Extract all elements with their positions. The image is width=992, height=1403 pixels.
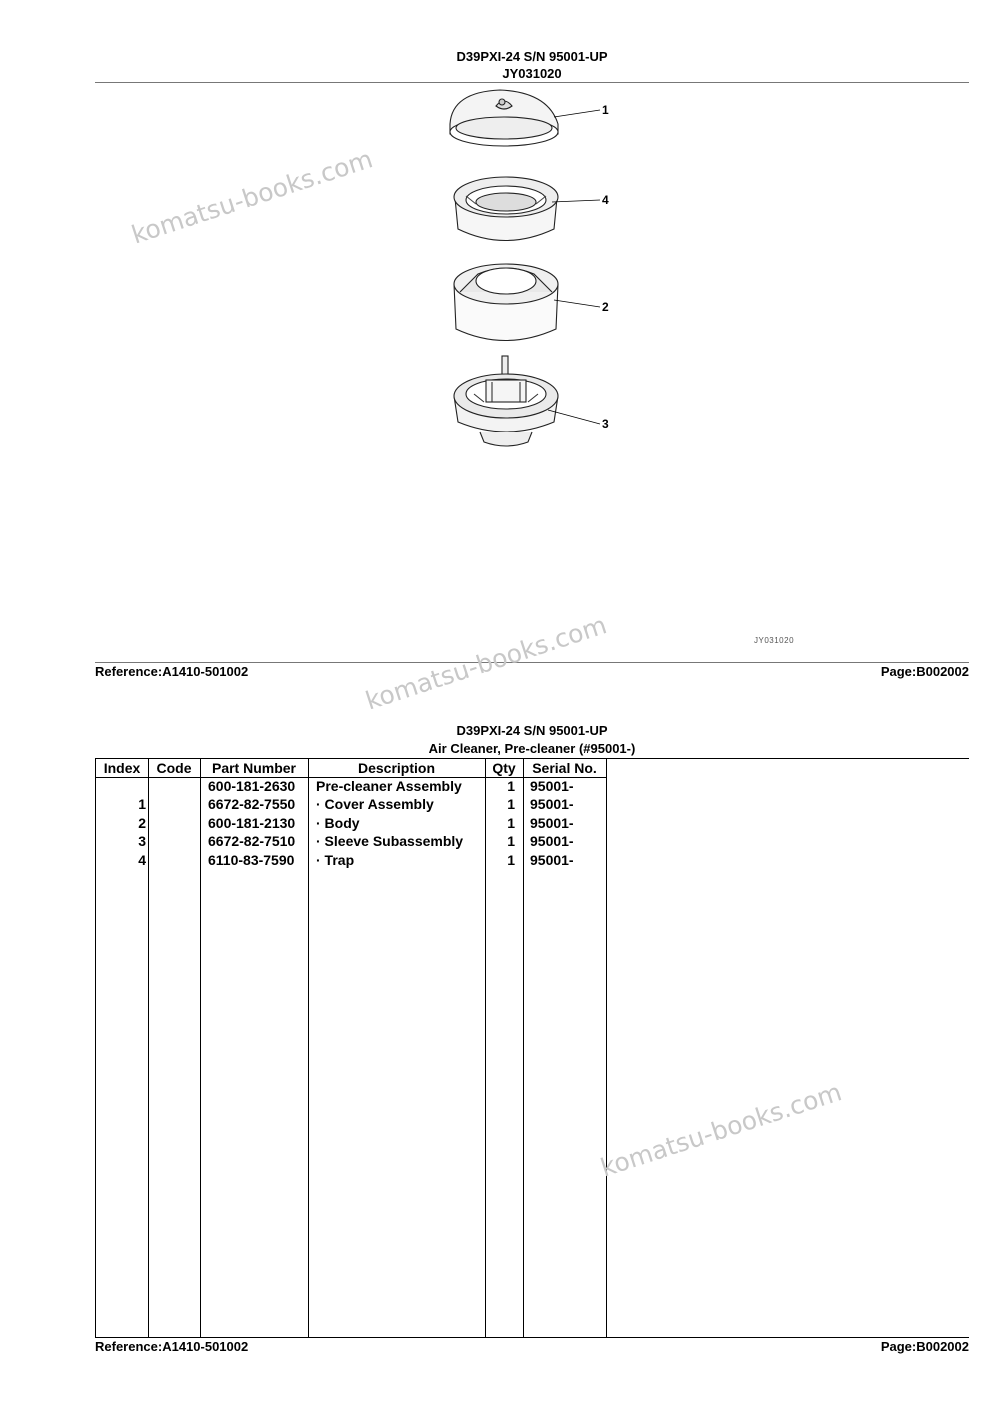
- callout-1: 1: [602, 103, 609, 117]
- footer-rule-bottom: [95, 1337, 969, 1338]
- cell-part-number: 6110-83-7590: [208, 852, 295, 868]
- cell-description: Pre-cleaner Assembly: [316, 778, 462, 794]
- figure-code: JY031020: [502, 66, 562, 81]
- col-header-part-number: Part Number: [211, 760, 297, 776]
- figure-stamp: JY031020: [754, 636, 795, 645]
- col-header-code: Code: [156, 760, 192, 776]
- cell-description: · Trap: [316, 852, 355, 868]
- cell-part-number: 6672-82-7550: [208, 796, 296, 812]
- cell-part-number: 600-181-2130: [208, 815, 296, 831]
- col-header-index: Index: [103, 760, 141, 776]
- cell-serial: 95001-: [530, 815, 574, 831]
- col-header-serial: Serial No.: [532, 760, 597, 776]
- cell-description: · Sleeve Subassembly: [316, 833, 464, 849]
- callout-2: 2: [602, 300, 609, 314]
- cover-assembly-part: [450, 90, 558, 146]
- table-row: [96, 777, 607, 795]
- watermark: komatsu-books.com: [362, 610, 611, 716]
- callout-3: 3: [602, 417, 609, 431]
- cell-qty: 1: [507, 796, 515, 812]
- reference-label: Reference:A1410-501002: [95, 1339, 249, 1354]
- callout-4: 4: [602, 193, 609, 207]
- table-row: [96, 851, 607, 869]
- body-part: [454, 264, 558, 341]
- cell-part-number: 600-181-2630: [208, 778, 296, 794]
- cell-qty: 1: [507, 815, 515, 831]
- cell-description: · Body: [316, 815, 360, 831]
- parts-table: [95, 759, 607, 1337]
- table-row: [96, 832, 607, 850]
- cell-index: 2: [138, 815, 146, 831]
- cell-description: · Cover Assembly: [316, 796, 434, 812]
- table-row: [96, 795, 607, 813]
- header-rule: [95, 82, 969, 83]
- parts-list-title: D39PXI-24 S/N 95001-UP: [456, 723, 608, 738]
- cell-serial: 95001-: [530, 796, 574, 812]
- cell-qty: 1: [507, 833, 515, 849]
- watermark: komatsu-books.com: [128, 144, 377, 250]
- page-label: Page:B002002: [880, 1339, 969, 1354]
- footer-bottom: [95, 1339, 969, 1354]
- page-title: D39PXI-24 S/N 95001-UP: [456, 49, 608, 64]
- reference-label: Reference:A1410-501002: [95, 664, 249, 679]
- exploded-parts-illustration: [430, 84, 630, 454]
- cell-serial: 95001-: [530, 833, 574, 849]
- trap-part: [454, 177, 558, 241]
- sleeve-subassembly-part: [454, 356, 558, 446]
- footer-top: [95, 664, 969, 679]
- cell-index: 3: [138, 833, 146, 849]
- cell-serial: 95001-: [530, 778, 574, 794]
- cell-qty: 1: [507, 852, 515, 868]
- cell-serial: 95001-: [530, 852, 574, 868]
- watermark: komatsu-books.com: [597, 1077, 846, 1183]
- cell-qty: 1: [507, 778, 515, 794]
- parts-list-subtitle: Air Cleaner, Pre-cleaner (#95001-): [428, 741, 636, 756]
- cell-index: 1: [138, 796, 146, 812]
- col-header-description: Description: [357, 760, 435, 776]
- page-label: Page:B002002: [880, 664, 969, 679]
- cell-index: 4: [138, 852, 146, 868]
- cell-part-number: 6672-82-7510: [208, 833, 296, 849]
- col-header-qty: Qty: [492, 760, 516, 776]
- table-row: [96, 814, 607, 832]
